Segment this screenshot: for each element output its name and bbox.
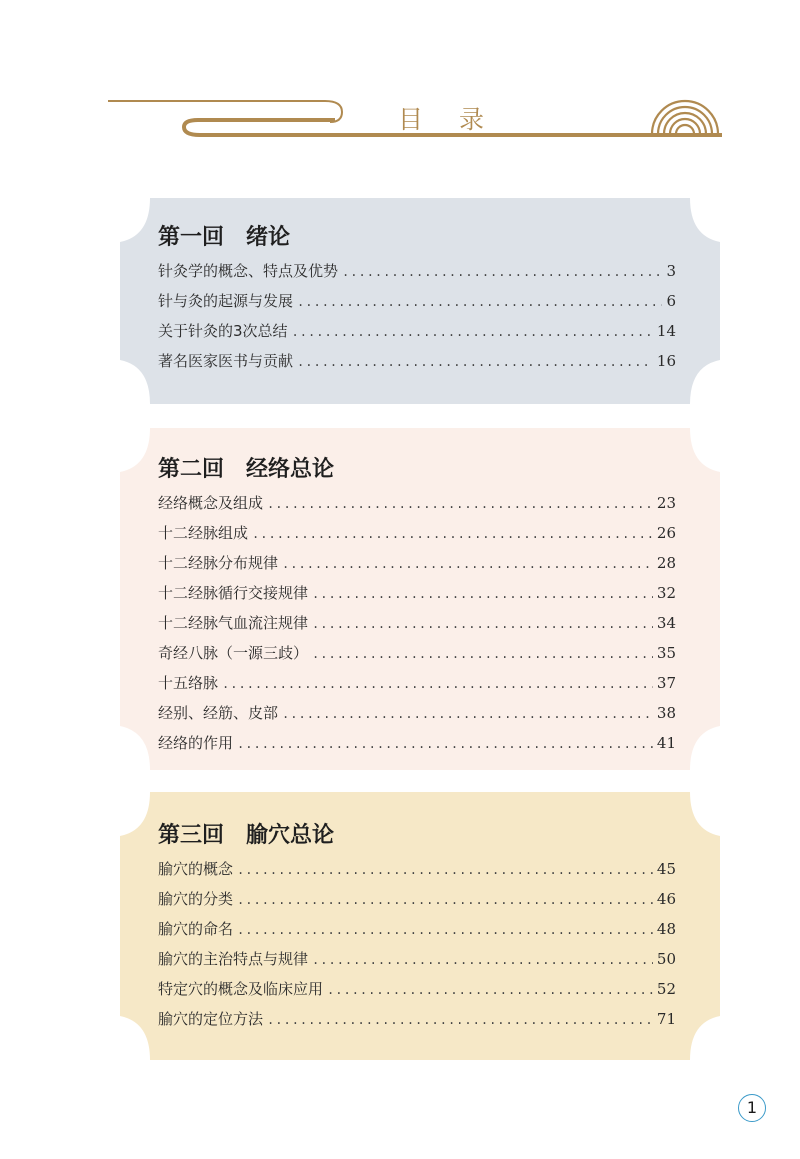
toc-entry[interactable]: 经络的作用 ..... 41 [158,732,676,762]
toc-entry[interactable]: 针与灸的起源与发展 ..... 6 [158,290,676,320]
dot-leader [282,707,653,721]
dot-leader [237,893,653,907]
section-1-entries [158,260,676,380]
header-ornament [0,0,800,160]
section-2 [120,428,720,770]
dot-leader [237,737,653,751]
toc-entry[interactable]: 十二经脉分布规律 ..... 28 [158,552,676,582]
dot-leader [312,647,653,661]
dot-leader [342,265,662,279]
toc-header [0,0,800,160]
section-3-entries [158,858,676,1038]
toc-entry[interactable]: 腧穴的定位方法 ..... 71 [158,1008,676,1038]
toc-entry[interactable]: 关于针灸的3次总结 ..... 14 [158,320,676,350]
toc-entry[interactable]: 十二经脉循行交接规律 ..... 32 [158,582,676,612]
toc-entry[interactable]: 经别、经筋、皮部 ..... 38 [158,702,676,732]
toc-entry[interactable]: 腧穴的分类 ..... 46 [158,888,676,918]
toc-entry[interactable]: 著名医家医书与贡献 ..... 16 [158,350,676,380]
dot-leader [237,863,653,877]
toc-entry[interactable]: 十五络脉 ..... 37 [158,672,676,702]
dot-leader [292,325,653,339]
toc-entry[interactable]: 十二经脉气血流注规律 ..... 34 [158,612,676,642]
toc-title: 目 录 [398,105,498,134]
dot-leader [312,617,653,631]
dot-leader [237,923,653,937]
dot-leader [267,497,653,511]
section-3 [120,792,720,1060]
section-2-title: 第二回 经络总论 [158,456,335,482]
toc-entry[interactable]: 特定穴的概念及临床应用 ..... 52 [158,978,676,1008]
page-number: 1 [738,1094,766,1122]
dot-leader [312,953,653,967]
dot-leader [222,677,653,691]
toc-entry[interactable]: 奇经八脉（一源三歧） ..... 35 [158,642,676,672]
dot-leader [282,557,653,571]
section-2-entries [158,492,676,762]
dot-leader [312,587,653,601]
toc-entry[interactable]: 腧穴的命名 ..... 48 [158,918,676,948]
toc-entry[interactable]: 针灸学的概念、特点及优势 ..... 3 [158,260,676,290]
wave-ornament-icon [652,101,718,134]
toc-entry[interactable]: 十二经脉组成 ..... 26 [158,522,676,552]
dot-leader [297,355,653,369]
dot-leader [297,295,662,309]
section-1-title: 第一回 绪论 [158,224,291,250]
dot-leader [327,983,653,997]
section-1 [120,198,720,404]
dot-leader [267,1013,653,1027]
toc-entry[interactable]: 腧穴的主治特点与规律 ..... 50 [158,948,676,978]
section-3-title: 第三回 腧穴总论 [158,822,335,848]
toc-entry[interactable]: 腧穴的概念 ..... 45 [158,858,676,888]
toc-entry[interactable]: 经络概念及组成 ..... 23 [158,492,676,522]
dot-leader [252,527,653,541]
